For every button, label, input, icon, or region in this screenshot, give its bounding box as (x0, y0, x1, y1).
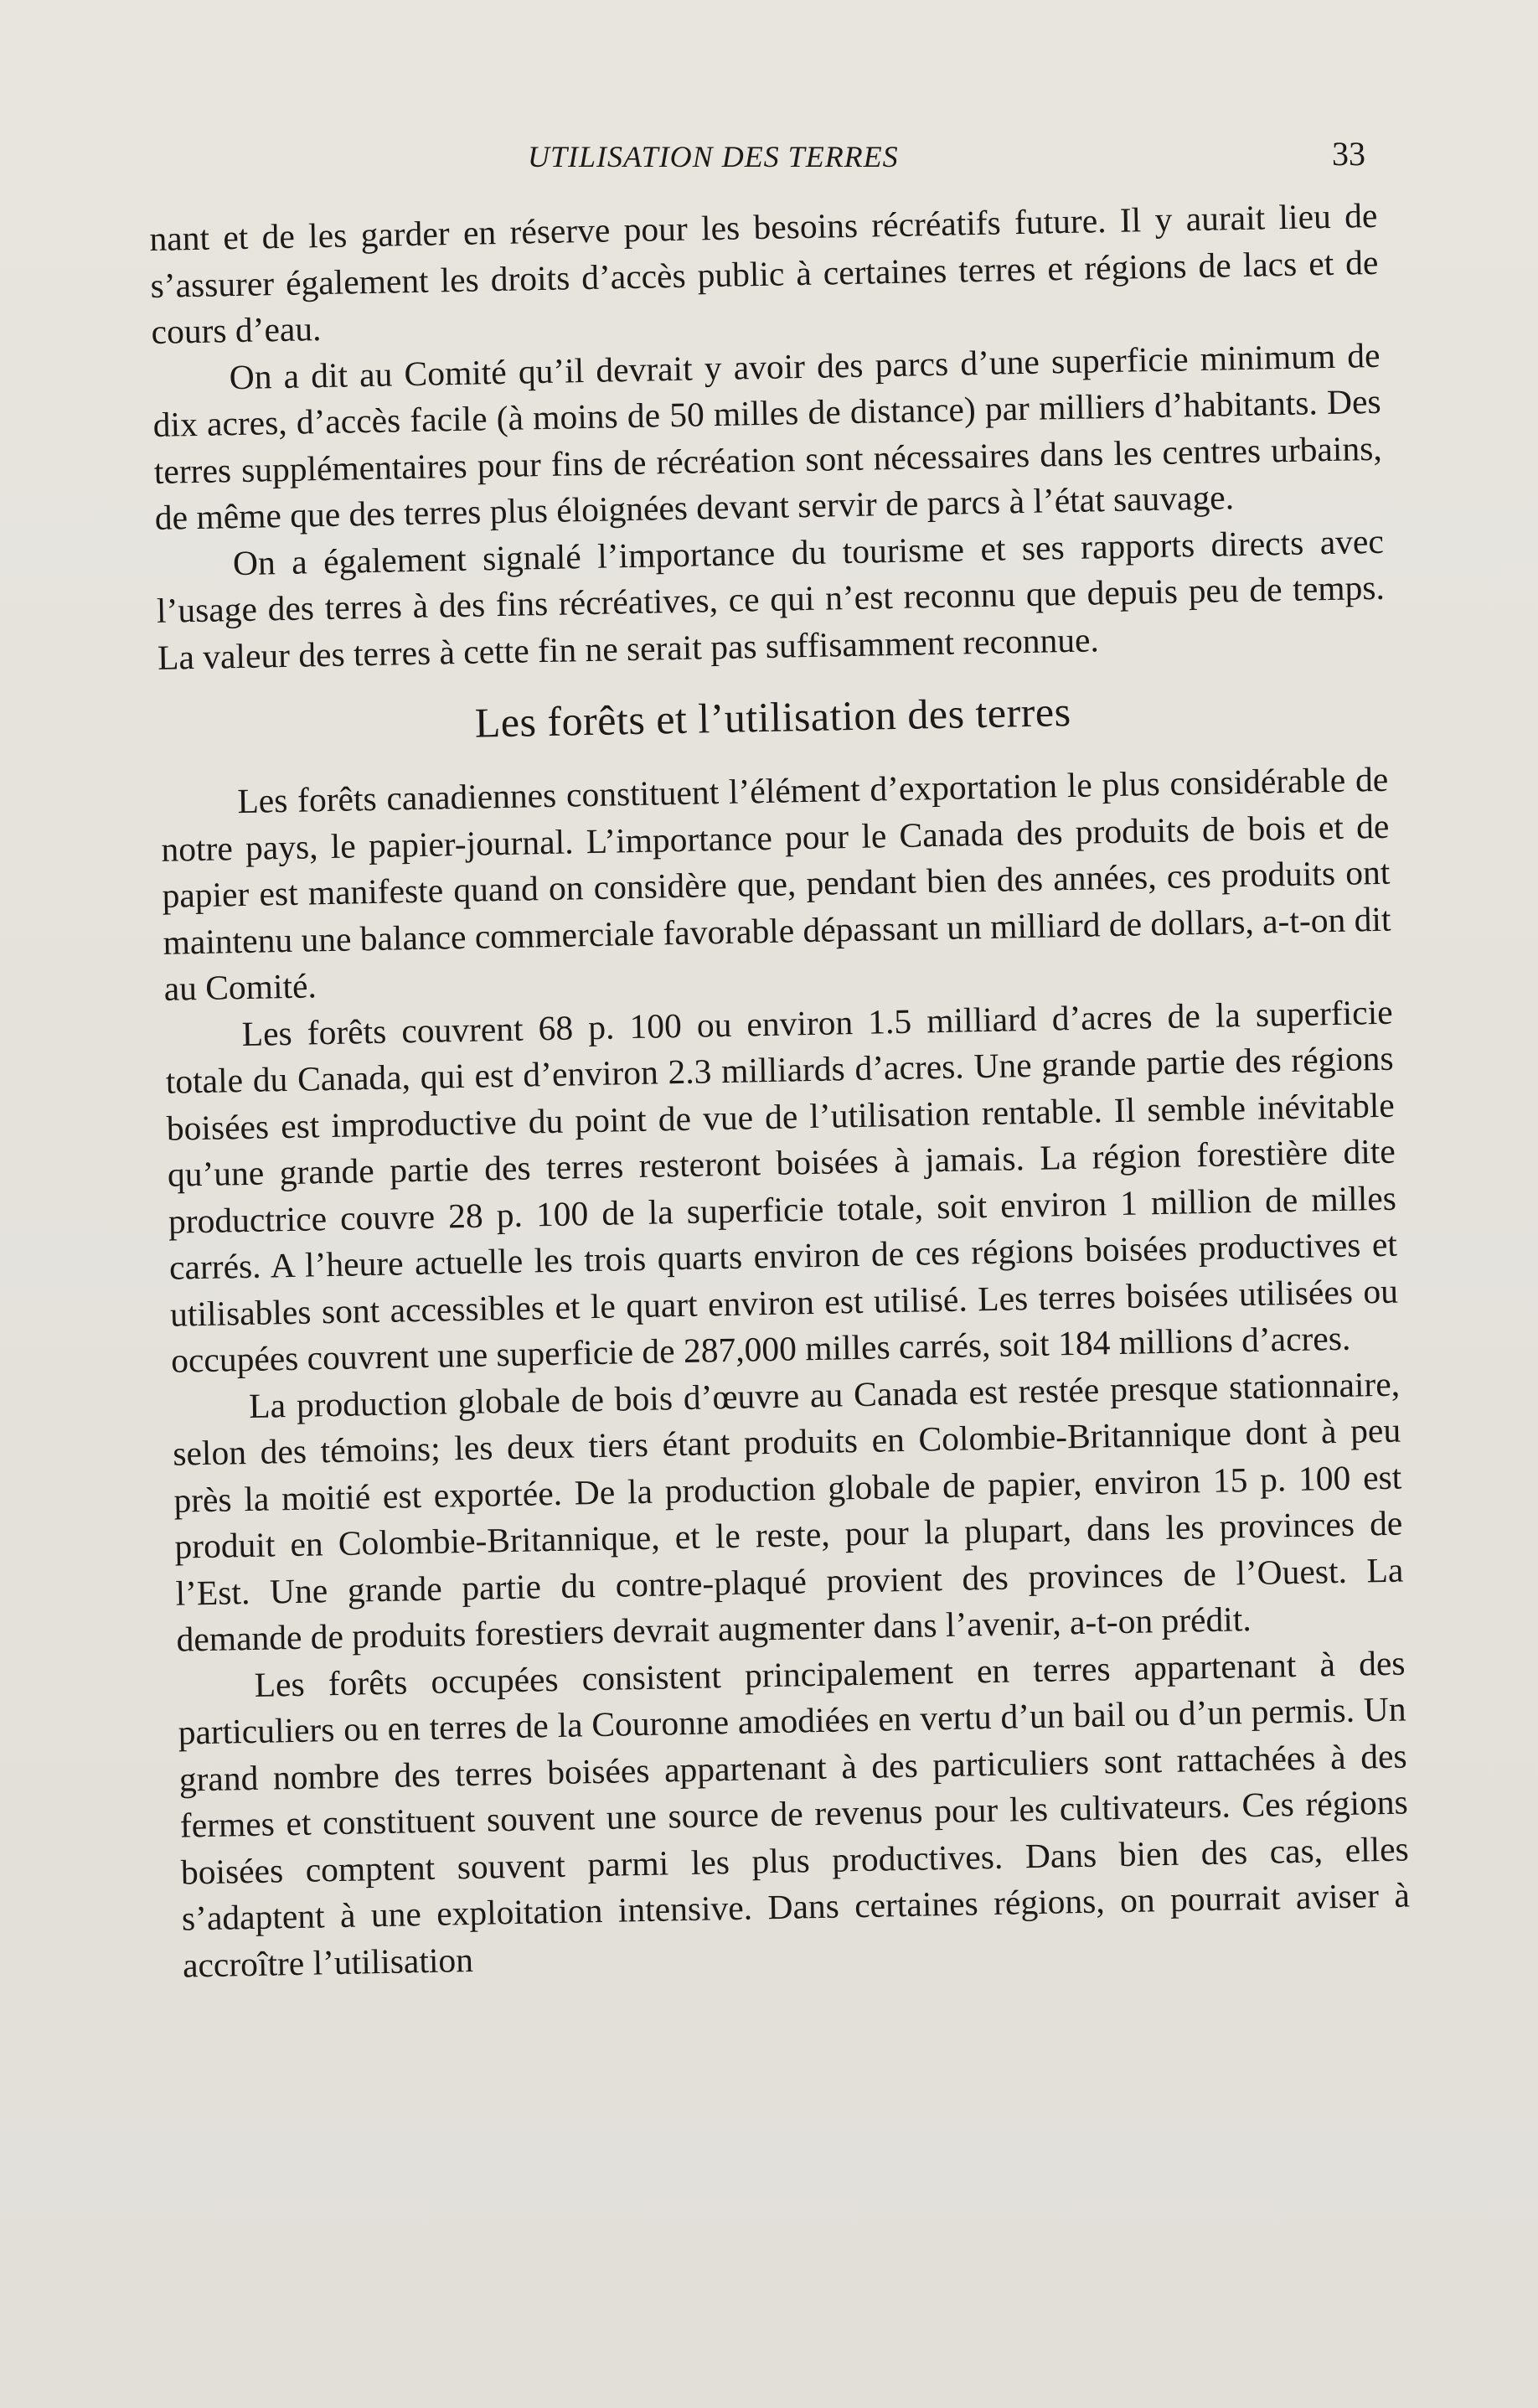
running-title: UTILISATION DES TERRES (528, 140, 899, 173)
paragraph: On a également signalé l’importance du tourisme et ses rapports directs avec l’usage des terres à des fins récréatives, ce qui n’est reconnu que depuis peu de temps. La valeur des terres à cette fin ne serait pas suffisamment reconnue. (156, 521, 1386, 677)
page-header (159, 134, 1365, 184)
paragraph: nant et de les garder en réserve pour les besoins récréatifs future. Il y aurait lieu de s’assurer également les droits d’accès public à certaines terres et régions de lacs et de cours d’eau. (149, 195, 1379, 351)
section-heading: Les forêts et l’utilisation des terres (474, 687, 1072, 747)
paragraph: Les forêts occupées consistent principalement en terres appartenant à des particuliers ou en terres de la Couronne amodiées en vertu d’un bail ou d’un permis. Un grand nombre des terres boisées appartenant à des particuliers sont rattachées à des fermes et constituent souvent une source de revenus pour les cultivateurs. Ces régions boisées comptent souvent parmi les plus productives. Dans bien des cas, elles s’adaptent à une exploitation intensive. Dans certaines régions, on pourrait aviser à accroître l’utilisation (178, 1643, 1411, 1985)
paragraph: On a dit au Comité qu’il devrait y avoir des parcs d’une superficie minimum de dix acres, d’accès facile (à moins de 50 milles de distance) par milliers d’habitants. Des terres supplémentaires pour fins de récréation sont nécessaires dans les centres urbains, de même que des terres plus éloignées devant servir de parcs à l’état sauvage. (152, 335, 1383, 537)
body-text (149, 193, 1411, 1989)
paragraph: Les forêts canadiennes constituent l’élément d’exportation le plus considérable de notre pays, le papier-journal. L’importance pour le Canada des produits de bois et de papier est manifeste quand on considère que, pendant bien des années, ces produits ont maintenu une balance commerciale favorable dépassant un milliard de dollars, a-t-on dit au Comité. (161, 759, 1391, 1008)
paragraph: La production globale de bois d’œuvre au Canada est restée presque stationnaire, selon des témoins; les deux tiers étant produits en Colombie-Britannique dont à peu près la moitié est exportée. De la production globale de papier, environ 15 p. 100 est produit en Colombie-Britannique, et le reste, pour la plupart, dans les provinces de l’Est. Une grande partie du contre-plaqué provient des provinces de l’Ouest. La demande de produits forestiers devrait augmenter dans l’avenir, a-t-on prédit. (172, 1364, 1404, 1659)
paragraph: Les forêts couvrent 68 p. 100 ou environ 1.5 milliard d’acres de la superficie totale du Canada, qui est d’environ 2.3 milliards d’acres. Une grande partie des régions boisées est improductive du point de vue de l’utilisation rentable. Il semble inévitable qu’une grande partie des terres resteront boisées à jamais. La région forestière dite productrice couvre 28 p. 100 de la superficie totale, soit environ 1 million de milles carrés. A l’heure actuelle les trois quarts environ de ces régions boisées productives et utilisables sont accessibles et le quart environ est utilisé. Les terres boisées utilisées ou occupées couvrent une superficie de 287,000 milles carrés, soit 184 millions d’acres. (165, 992, 1399, 1380)
page-number: 33 (1332, 135, 1365, 173)
